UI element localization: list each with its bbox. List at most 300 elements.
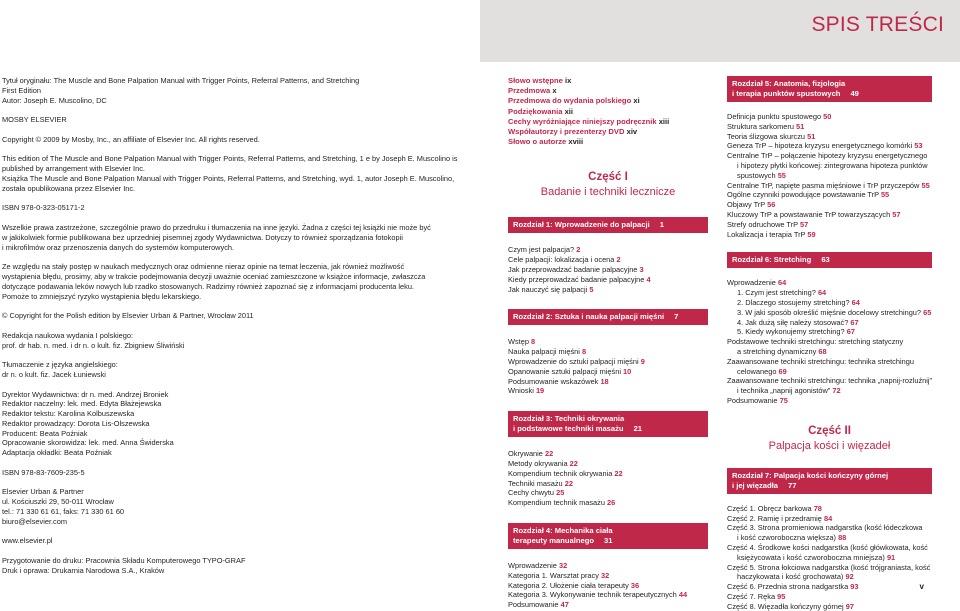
chapter-items [727,278,932,405]
toc-column-middle [508,76,708,610]
page-title: SPIS TREŚCI [811,13,944,36]
toc-item-page: 93 [850,582,859,592]
copyright-line: Druk i oprawa: Drukarnia Narodowa S.A., Kraków [2,565,165,575]
toc-item-line [508,245,708,255]
front-matter-list [508,76,708,147]
toc-item-text: Strefy odruchowe TrP [727,219,798,229]
copyright-line: This edition of The Muscle and Bone Palpation Manual with Trigger Points, Referral Patterns, and Stretching, 1 e by Joseph E. Muscolino is [2,154,458,164]
header-band [480,0,960,62]
copyright-block [2,331,452,351]
part-1-heading [508,170,708,199]
toc-item[interactable] [727,298,932,308]
toc-item-text: Nauka palpacji mięśni [508,347,580,357]
toc-item-text: Centralne TrP, napięte pasma mięśniowe i TrP przyczepów [727,180,920,190]
toc-item-page: 18 [600,376,609,386]
chapter-heading-text: i jej więzadła [732,480,779,490]
toc-item-text: Część 8. Więzadła kończyny górnej [727,601,844,611]
toc-item-text: Centralne TrP – połączenie hipotezy kryzysu energetycznego [727,151,928,161]
toc-item-text: Część 2. Ramię i przedramię [727,513,822,523]
chapter-heading-text: Rozdział 2: Sztuka i nauka palpacji mięśni [513,312,665,322]
toc-item-text: Wnioski [508,386,534,396]
chapter-heading-line [732,89,926,99]
toc-item-line [727,357,932,367]
toc-item[interactable] [727,318,932,328]
chapter-page: 31 [604,535,613,545]
toc-item[interactable] [508,347,708,357]
toc-item-line [508,367,708,377]
front-matter-page: xiv [626,127,638,137]
toc-item[interactable] [727,220,932,230]
toc-item-page: 36 [630,580,640,590]
toc-item-text: Wprowadzenie do sztuki palpacji mięśni [508,357,639,366]
toc-item-page: 69 [778,366,787,376]
toc-item-line [508,275,708,285]
copyright-line: Redaktor prowadzący: Dorota Lis-Olszewska [2,418,150,428]
toc-item-line [727,171,932,181]
chapter-6-section [727,252,932,405]
toc-item-line [727,337,932,347]
toc-item-page: 5 [589,284,594,294]
toc-item-page: 59 [807,229,816,239]
toc-item[interactable] [508,337,708,347]
toc-item-page: 95 [777,591,786,601]
toc-item-page: 4 [646,274,651,284]
copyright-line: Dyrektor Wydawnictwa: dr n. med. Andrzej Broniek [2,389,169,399]
toc-item-line [727,230,932,240]
chapter-heading[interactable] [727,76,932,102]
toc-item-line [727,553,932,563]
toc-item-text: Jak przeprowadzać badanie palpacyjne [508,265,638,275]
chapter-heading-text: Rozdział 6: Stretching [732,255,812,265]
toc-item-text: Kluczowy TrP a powstawanie TrP towarzyszących [727,209,891,219]
copyright-column [2,76,458,585]
toc-item[interactable] [508,479,708,489]
chapter-heading-line [732,471,926,481]
toc-item[interactable] [727,230,932,240]
toc-item-page: 64 [777,278,787,288]
copyright-line: Producent: Beata Poźniak [2,428,88,438]
part-1-subtitle: Badanie i techniki lecznicze [540,186,676,199]
toc-item-line [508,571,708,581]
toc-item-text: Wstęp [508,337,529,347]
copyright-line: Opracowanie skorowidza: lek. med. Anna Świderska [2,438,174,448]
toc-item-page: 78 [813,503,822,513]
toc-item-page: 44 [678,590,688,600]
toc-item[interactable] [508,488,708,498]
copyright-block [2,536,452,546]
toc-item-page: 2 [616,255,621,265]
chapter-page: 49 [850,89,859,98]
toc-item[interactable] [727,112,932,122]
toc-item-line [727,151,932,161]
copyright-block [2,487,452,526]
toc-item-text: Kategoria 2. Ułożenie ciała terapeuty [508,580,629,590]
copyright-line: ISBN 978-0-323-05171-2 [2,203,85,213]
toc-item-line [508,357,708,367]
toc-item-line [508,265,708,275]
copyright-line: MOSBY ELSEVIER [2,115,67,125]
chapter-heading[interactable] [727,252,932,268]
toc-item-line [508,459,708,469]
front-matter-page: xviii [568,137,584,147]
toc-item-text: Część 4. Środkowe kości nadgarstka (kość główkowata, kość [727,542,928,552]
chapter-heading[interactable] [508,411,708,437]
chapter-items [727,112,932,239]
toc-item-text: Wprowadzenie [727,278,776,288]
toc-item-line [727,190,932,200]
toc-item-text: haczykowata i kość grochowata) [737,572,844,582]
chapter-heading[interactable] [508,523,708,549]
toc-item-text: Wprowadzenie [508,560,557,570]
front-matter-title: Przedmowa do wydania polskiego [508,96,632,106]
copyright-line: Redaktor tekstu: Karolina Kolbuszewska [2,409,135,419]
copyright-line: w jakikolwiek formie publikowana bez uprzedniej pisemnej zgody Wydawnictwa. Dotyczy to również sporządzania fotokopii [2,232,403,242]
toc-item[interactable] [508,377,708,387]
chapter-items [508,337,708,396]
chapter-heading[interactable] [508,217,708,233]
copyright-line: i mikrofilmów oraz przenoszenia danych do systemów komputerowych. [2,242,235,252]
toc-item-text: Jak nauczyć się palpacji [508,284,588,294]
toc-item[interactable] [508,367,708,377]
toc-item-page: 8 [531,337,536,347]
chapter-heading-text: Rozdział 3: Techniki okrywania [513,414,625,424]
copyright-block [2,311,452,321]
part-1-label: Część I [588,171,628,184]
chapter-heading-line [513,526,702,536]
chapter-section [508,217,708,294]
chapter-page: 7 [674,312,679,322]
copyright-line: Adaptacja okładki: Beata Poźniak [2,448,112,458]
chapter-page: 1 [659,220,664,230]
toc-item-page: 67 [846,327,855,337]
part-2-label: Część II [808,424,851,437]
toc-item-text: i technika „napnij agonistów” [737,386,831,396]
chapter-heading[interactable] [727,468,932,494]
front-matter-title: Słowo wstępne [508,76,563,85]
toc-item-line [727,288,932,298]
chapter-items [727,504,932,611]
toc-item[interactable] [727,543,932,563]
front-matter-page: ix [564,76,572,85]
chapter-heading-text: Rozdział 5: Anatomia, fizjologia [732,79,846,88]
chapter-heading-line [513,414,702,424]
copyright-block [2,390,452,459]
chapter-page: 21 [633,424,643,434]
toc-item-line [508,347,708,357]
toc-item-text: 3. W jaki sposób określić mięśnie docelowy stretchingu? [737,307,922,317]
toc-item-line [727,367,932,377]
toc-item-page: 55 [777,170,786,180]
toc-item-page: 97 [845,601,854,611]
toc-item-page: 32 [558,560,568,570]
front-matter-title: Współautorzy i prezenterzy DVD [508,127,625,137]
copyright-line: Copyright © 2009 by Mosby, Inc., an affiliate of Elsevier Inc. All rights reserved. [2,134,260,144]
toc-item-line [727,543,932,553]
toc-item-text: Podsumowanie [508,600,559,610]
copyright-block [2,468,452,478]
toc-item-line [508,386,708,396]
toc-item[interactable] [508,275,708,285]
toc-item-text: Cele palpacji: lokalizacja i ocena [508,255,615,265]
toc-item-line [727,181,932,191]
toc-item-line [727,141,932,151]
copyright-block [2,203,452,213]
copyright-line: Autor: Joseph E. Muscolino, DC [2,95,107,105]
toc-item-line [508,255,708,265]
copyright-line: www.elsevier.pl [2,536,53,546]
toc-item-line [727,112,932,122]
toc-item-page: 64 [851,297,860,307]
toc-item-page: 67 [850,317,859,327]
toc-item-text: Kompendium technik okrywania [508,468,613,478]
toc-item[interactable] [508,449,708,459]
toc-item[interactable] [727,602,932,611]
toc-item-page: 22 [564,478,573,488]
toc-item-page: 51 [807,131,816,141]
chapter-heading-line [513,220,702,230]
toc-item-text: Czym jest palpacja? [508,245,575,255]
toc-item-text: i kość czworoboczna większa) [737,533,836,543]
toc-item-page: 25 [556,488,565,498]
chapter-items [508,245,708,294]
toc-item-page: 22 [544,449,554,459]
page-number: v [919,582,924,591]
toc-item-text: Podstawowe techniki stretchingu: stretching statyczny [727,337,904,347]
toc-item[interactable] [727,308,932,318]
copyright-line: ul. Kościuszki 29, 50-011 Wrocław [2,497,114,507]
toc-item-page: 84 [823,513,833,523]
toc-item-text: Zaawansowane techniki stretchingu: technika stretchingu [727,356,914,366]
front-matter-item[interactable] [508,127,708,137]
copyright-line: dotyczące podawania leków nowych lub rzadko stosowanych. Radzimy również zapoznać się z informacjami producenta leku. [2,281,415,291]
toc-item-line [727,514,932,524]
toc-item-text: Podsumowanie [727,395,778,405]
toc-item[interactable] [727,141,932,151]
copyright-block [2,135,452,145]
toc-item-page: 57 [800,219,809,229]
toc-item-page: 3 [639,265,644,275]
copyright-line: prof. dr hab. n. med. i dr n. o kult. fiz. Zbigniew Śliwiński [2,340,185,350]
toc-item[interactable] [727,376,932,396]
copyright-block [2,76,452,105]
copyright-line: została opublikowana przez Elsevier Inc. [2,183,136,193]
toc-item-line [727,220,932,230]
toc-item-text: Cechy chwytu [508,488,555,498]
toc-item-page: 8 [581,347,587,357]
copyright-line: Przygotowanie do druku: Pracownia Składu Komputerowego TYPO-GRAF [2,556,246,566]
front-matter-item[interactable] [508,76,708,86]
toc-item[interactable] [508,561,708,571]
toc-item-page: 32 [600,570,610,580]
toc-item-line [508,561,708,571]
toc-item-line [727,318,932,328]
toc-item[interactable] [727,132,932,142]
toc-item-line [508,488,708,498]
toc-item-line [727,563,932,573]
toc-item-text: Techniki masażu [508,478,563,488]
toc-item[interactable] [727,190,932,200]
toc-item-line [727,161,932,171]
toc-item-text: Lokalizacja i terapia TrP [727,229,806,239]
toc-item-text: Kiedy przeprowadzać badanie palpacyjne [508,274,645,284]
toc-item-line [727,327,932,337]
toc-item-text: spustowych [737,170,776,180]
toc-item-line [727,298,932,308]
toc-item-text: Ogólne czynniki powodujące powstawanie TrP [727,190,879,200]
toc-item[interactable] [508,386,708,396]
toc-item-page: 68 [818,346,827,356]
toc-item-line [508,449,708,459]
toc-item[interactable] [727,200,932,210]
copyright-line: Tytuł oryginału: The Muscle and Bone Palpation Manual with Trigger Points, Referral Patterns, and Stretching [2,76,360,85]
toc-item[interactable] [508,600,708,610]
toc-item-page: 91 [886,552,896,562]
toc-item[interactable] [727,122,932,132]
toc-item-text: Kompendium technik masażu [508,498,605,508]
toc-item-page: 65 [923,307,932,317]
copyright-line: Tłumaczenie z języka angielskiego: [2,360,118,370]
chapter-heading-text: Rozdział 1: Wprowadzenie do palpacji [513,220,650,230]
toc-item[interactable] [727,337,932,357]
toc-item-text: Opanowanie sztuki palpacji mięśni [508,366,621,376]
toc-item[interactable] [727,396,932,406]
part-2-heading [727,424,932,453]
chapter-items [508,561,708,610]
toc-item[interactable] [727,288,932,298]
chapter-section [508,523,708,610]
front-matter-item[interactable] [508,137,708,147]
toc-item-page: 88 [838,533,847,543]
toc-item-page: 55 [921,180,930,190]
front-matter-page: xiii [658,116,670,126]
toc-item[interactable] [508,245,708,255]
chapter-7-section [727,468,932,611]
toc-item[interactable] [727,278,932,288]
toc-item-line [727,122,932,132]
toc-item-page: 9 [640,357,645,366]
toc-item-line [727,533,932,543]
chapter-heading[interactable] [508,309,708,325]
toc-item-text: Część 5. Strona łokciowa nadgarstka (kość trójgraniasta, kość [727,562,931,572]
toc-item-text: 2. Dlaczego stosujemy stretching? [737,297,850,307]
toc-item[interactable] [508,285,708,295]
chapter-items [508,449,708,508]
toc-item-text: Część 7. Ręka [727,591,776,601]
toc-item-page: 72 [832,386,841,396]
copyright-block [2,360,452,380]
toc-item[interactable] [727,514,932,524]
toc-item-text: 5. Kiedy wykonujemy stretching? [737,327,845,337]
copyright-block [2,115,452,125]
toc-item[interactable] [727,151,932,180]
toc-item-page: 26 [607,498,616,508]
toc-item-page: 57 [892,209,901,219]
toc-item-line [508,498,708,508]
toc-item[interactable] [727,210,932,220]
toc-item[interactable] [727,592,932,602]
front-matter-title: Podziękowania [508,106,563,116]
chapter-page: 63 [821,255,830,265]
chapter-5-section [727,76,932,239]
copyright-line: wystąpienia błędu, prosimy, aby w trakcie podejmowania decyzji uważnie oceniać zamieszczone w książce informacje, zwłaszcza [2,271,426,281]
front-matter-item[interactable] [508,96,708,106]
chapter-heading-line [513,424,702,434]
toc-item[interactable] [508,459,708,469]
toc-item[interactable] [508,469,708,479]
toc-item-text: Podsumowanie wskazówek [508,376,599,386]
chapter-heading-text: i terapia punktów spustowych [732,89,841,98]
toc-item-text: księżycowata i kość czworoboczna mniejsza) [737,552,885,562]
toc-item[interactable] [508,581,708,591]
toc-item[interactable] [508,571,708,581]
toc-item-page: 53 [914,141,923,151]
toc-item[interactable] [508,265,708,275]
chapter-section [508,411,708,508]
toc-item-line [727,504,932,514]
chapter-heading-text: terapeuty manualnego [513,535,595,545]
toc-item-text: Zaawansowane techniki stretchingu: technika „napnij-rozluźnij” [727,376,932,386]
front-matter-page: xi [633,96,640,106]
copyright-line: biuro@elsevier.com [2,516,68,526]
toc-item-text: 1. Czym jest stretching? [737,288,816,298]
chapters-1-4 [508,217,708,610]
copyright-line: ISBN 978-83-7609-235-5 [2,467,85,477]
front-matter-page: xii [564,106,574,116]
toc-item[interactable] [727,357,932,377]
copyright-line: © Copyright for the Polish edition by Elsevier Urban & Partner, Wrocław 2011 [2,311,254,321]
toc-item-line [727,582,932,592]
toc-item-page: 92 [845,572,854,582]
toc-item[interactable] [508,590,708,600]
toc-item-text: Definicja punktu spustowego [727,112,822,121]
copyright-line: Książka The Muscle and Bone Palpation Manual with Trigger Points, Referral Patterns, and Stretching, wyd. 1, autor Joseph E. Muscolino, [2,173,455,183]
toc-item[interactable] [508,498,708,508]
front-matter-title: Cechy wyróżniające niniejszy podręcznik [508,116,657,126]
toc-item-page: 51 [796,121,805,131]
toc-item[interactable] [727,563,932,583]
toc-item-line [727,523,932,533]
toc-item[interactable] [727,327,932,337]
toc-item-text: Część 1. Obręcz barkowa [727,503,812,513]
front-matter-item[interactable] [508,107,708,117]
toc-item-page: 56 [767,200,776,210]
toc-item[interactable] [508,255,708,265]
toc-item-line [727,376,932,386]
toc-item-line [508,377,708,387]
toc-item-line [508,285,708,295]
front-matter-item[interactable] [508,86,708,96]
toc-item-text: i hipotezy płytki końcowej: zintegrowana hipoteza punktów [737,160,928,170]
toc-item-text: Część 6. Przednia strona nadgarstka [727,582,849,592]
toc-item-line [508,581,708,591]
toc-item-page: 10 [623,366,632,376]
chapter-heading-line [732,481,926,491]
toc-item[interactable] [727,504,932,514]
toc-item-text: Część 3. Strona promieniowa nadgarstka (kość łódeczkowa [727,523,923,533]
toc-item[interactable] [727,582,932,592]
toc-item-line [508,469,708,479]
toc-item[interactable] [727,523,932,543]
front-matter-title: Słowo o autorze [508,137,567,147]
copyright-line: Pomoże to zmniejszyć ryzyko wystąpienia błędu lekarskiego. [2,291,202,301]
copyright-block [2,223,452,252]
toc-item-line [508,590,708,600]
toc-item-line [508,479,708,489]
toc-item[interactable] [727,181,932,191]
toc-item[interactable] [508,357,708,367]
front-matter-item[interactable] [508,117,708,127]
toc-column-right [727,76,932,611]
